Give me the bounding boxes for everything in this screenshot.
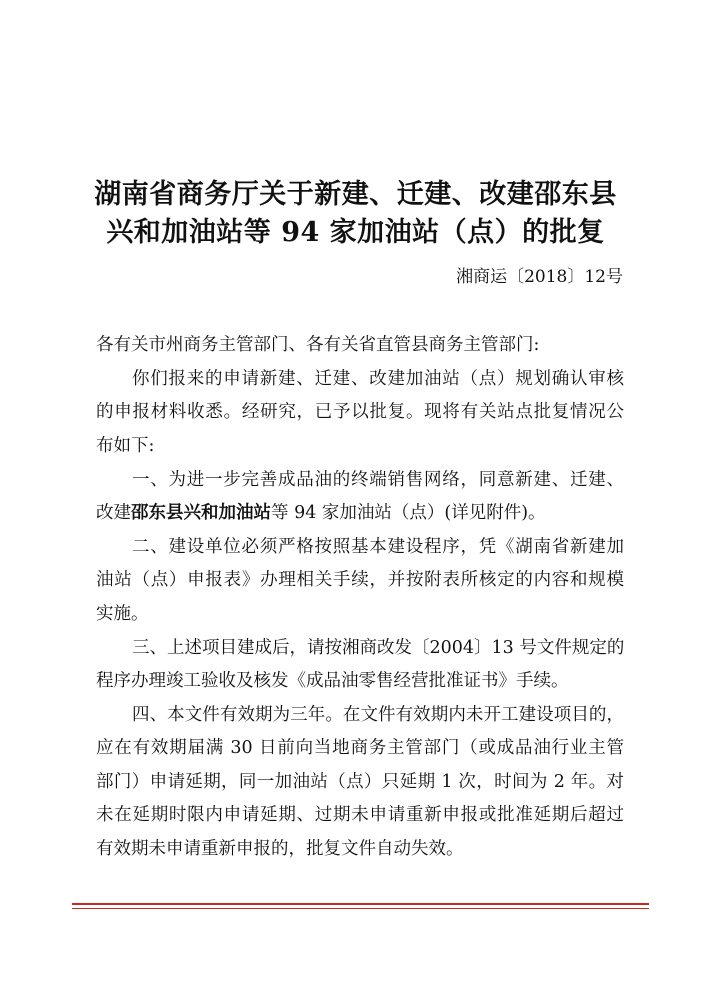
paragraph-1-line-3: 布如下:: [96, 436, 155, 456]
paragraph-4-line-2: 程序办理竣工验收及核发《成品油零售经营批准证书》手续。: [96, 671, 569, 691]
paragraph-3-line-1: 二、建设单位必须严格按照基本建设程序，凭《湖南省新建加: [132, 537, 624, 557]
paragraph-2-line-1: 一、为进一步完善成品油的终端销售网络，同意新建、迁建、: [132, 470, 624, 490]
paragraph-1-line-2: 的申报材料收悉。经研究，已予以批复。现将有关站点批复情况公: [96, 402, 624, 422]
paragraph-2-line-2: [96, 499, 624, 527]
document-title-line-1: 湖南省商务厅关于新建、迁建、改建邵东县: [94, 179, 617, 210]
footer-rule-thin: [72, 908, 649, 909]
paragraph-5-line-5: 有效期未申请重新申报的，批复文件自动失效。: [96, 839, 464, 859]
paragraph-5-line-4: 未在延期时限内申请延期、过期未申请重新申报或批准延期后超过: [96, 805, 624, 825]
salutation: 各有关市州商务主管部门、各有关省直管县商务主管部门:: [96, 335, 540, 355]
paragraph-4-line-1: 三、上述项目建成后，请按湘商改发〔2004〕13 号文件规定的: [132, 638, 625, 658]
paragraph-2-text-pre: 改建: [96, 503, 131, 523]
paragraph-5-line-3: 部门）申请延期，同一加油站（点）只延期 1 次，时间为 2 年。对: [96, 772, 624, 792]
station-name-highlight: 邵东县兴和加油站: [131, 503, 271, 523]
paragraph-5-line-1: 四、本文件有效期为三年。在文件有效期内未开工建设项目的，: [132, 705, 624, 725]
paragraph-3-line-2: 油站（点）申报表》办理相关手续，并按附表所核定的内容和规模: [96, 570, 624, 590]
document-title-line-2: 兴和加油站等 94 家加油站（点）的批复: [106, 217, 605, 248]
footer-rule-thick: [72, 903, 649, 905]
paragraph-1-line-1: 你们报来的申请新建、迁建、改建加油站（点）规划确认审核: [132, 369, 624, 389]
paragraph-3-line-3: 实施。: [96, 604, 149, 624]
document-number: 湘商运〔2018〕12号: [456, 267, 623, 287]
paragraph-2-text-post: 等 94 家加油站（点）(详见附件)。: [271, 503, 546, 523]
paragraph-5-line-2: 应在有效期届满 30 日前向当地商务主管部门（或成品油行业主管: [96, 738, 624, 758]
